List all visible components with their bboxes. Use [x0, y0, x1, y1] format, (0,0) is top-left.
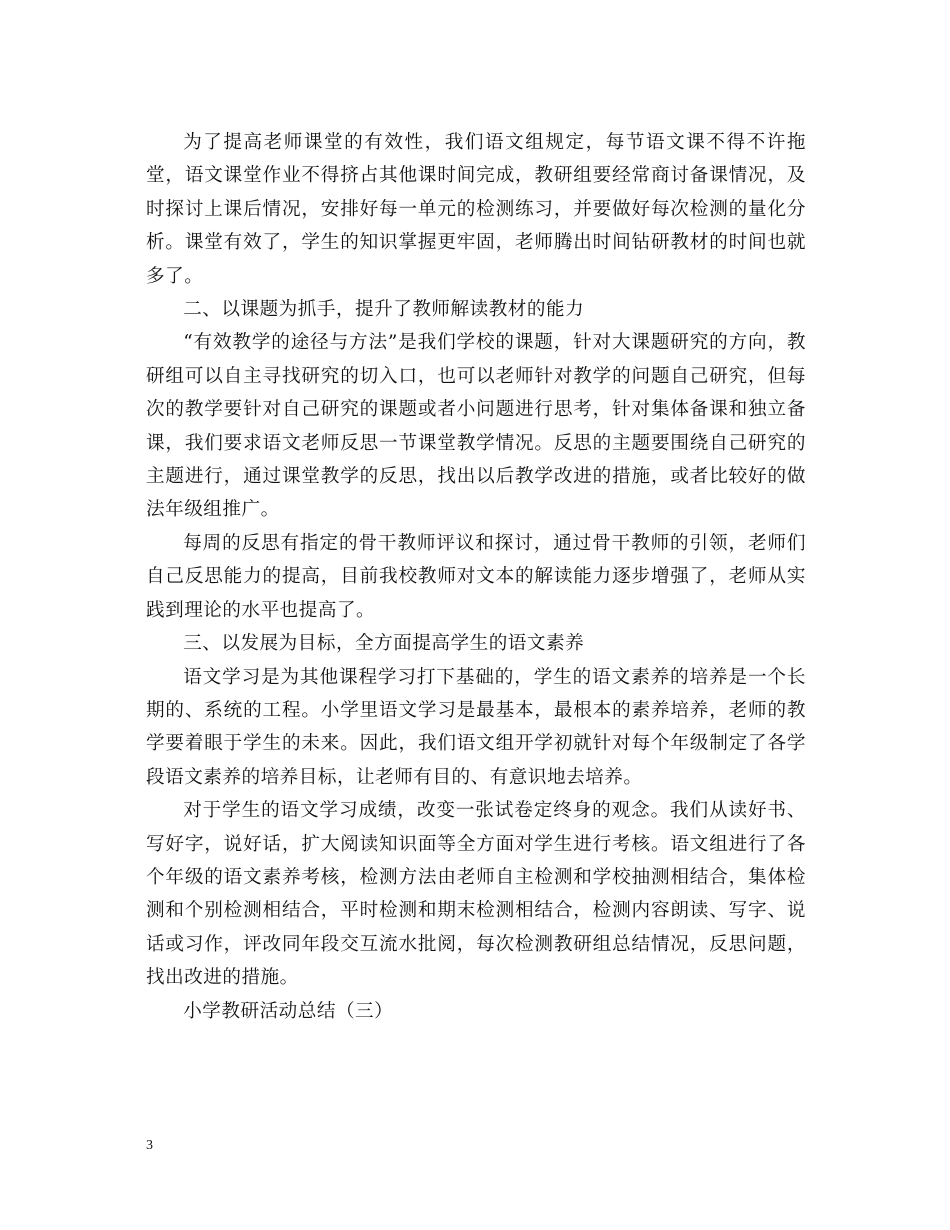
document-body — [146, 126, 806, 1028]
summary-title-three: 小学教研活动总结（三） — [183, 1000, 394, 1022]
paragraph-research-topic: “有效教学的途径与方法”是我们学校的课题，针对大课题研究的方向，教研组可以自主寻找研究的切入口，也可以老师针对教学的问题自己研究，但每次的教学要针对自己研究的课题或者小问题进行思考，针对集体备课和独立备课，我们要求语文老师反思一节课堂教学情况。反思的主题要围绕自己研究的主题进行，通过课堂教学的反思，找出以后教学改进的措施，或者比较好的做法年级组推广。 — [146, 332, 806, 521]
paragraph-assessment: 对于学生的语文学习成绩，改变一张试卷定终身的观念。我们从读好书、写好字，说好话，扩大阅读知识面等全方面对学生进行考核。语文组进行了各个年级的语文素养考核，检测方法由老师自主检测和学校抽测相结合，集体检测和个别检测相结合，平时检测和期末检测相结合，检测内容朗读、写字、说话或习作，评改同年段交互流水批阅，每次检测教研组总结情况，反思问题，找出改进的措施。 — [146, 800, 806, 989]
section-heading-three: 三、以发展为目标，全方面提高学生的语文素养 — [183, 633, 585, 655]
paragraph-classroom-effectiveness: 为了提高老师课堂的有效性，我们语文组规定，每节语文课不得不许拖堂，语文课堂作业不得挤占其他课时间完成，教研组要经常商讨备课情况，及时探讨上课后情况，安排好每一单元的检测练习，并要做好每次检测的量化分析。课堂有效了，学生的知识掌握更牢固，老师腾出时间钻研教材的时间也就多了。 — [146, 132, 806, 287]
paragraph-weekly-reflection: 每周的反思有指定的骨干教师评议和探讨，通过骨干教师的引领，老师们自己反思能力的提高，目前我校教师对文本的解读能力逐步增强了，老师从实践到理论的水平也提高了。 — [146, 532, 806, 621]
section-heading-two: 二、以课题为抓手，提升了教师解读教材的能力 — [183, 299, 585, 321]
paragraph-language-literacy: 语文学习是为其他课程学习打下基础的，学生的语文素养的培养是一个长期的、系统的工程。小学里语文学习是最基本，最根本的素养培养，老师的教学要着眼于学生的未来。因此，我们语文组开学初就针对每个年级制定了各学段语文素养的培养目标，让老师有目的、有意识地去培养。 — [146, 666, 806, 788]
page-number: 3 — [146, 1138, 153, 1153]
